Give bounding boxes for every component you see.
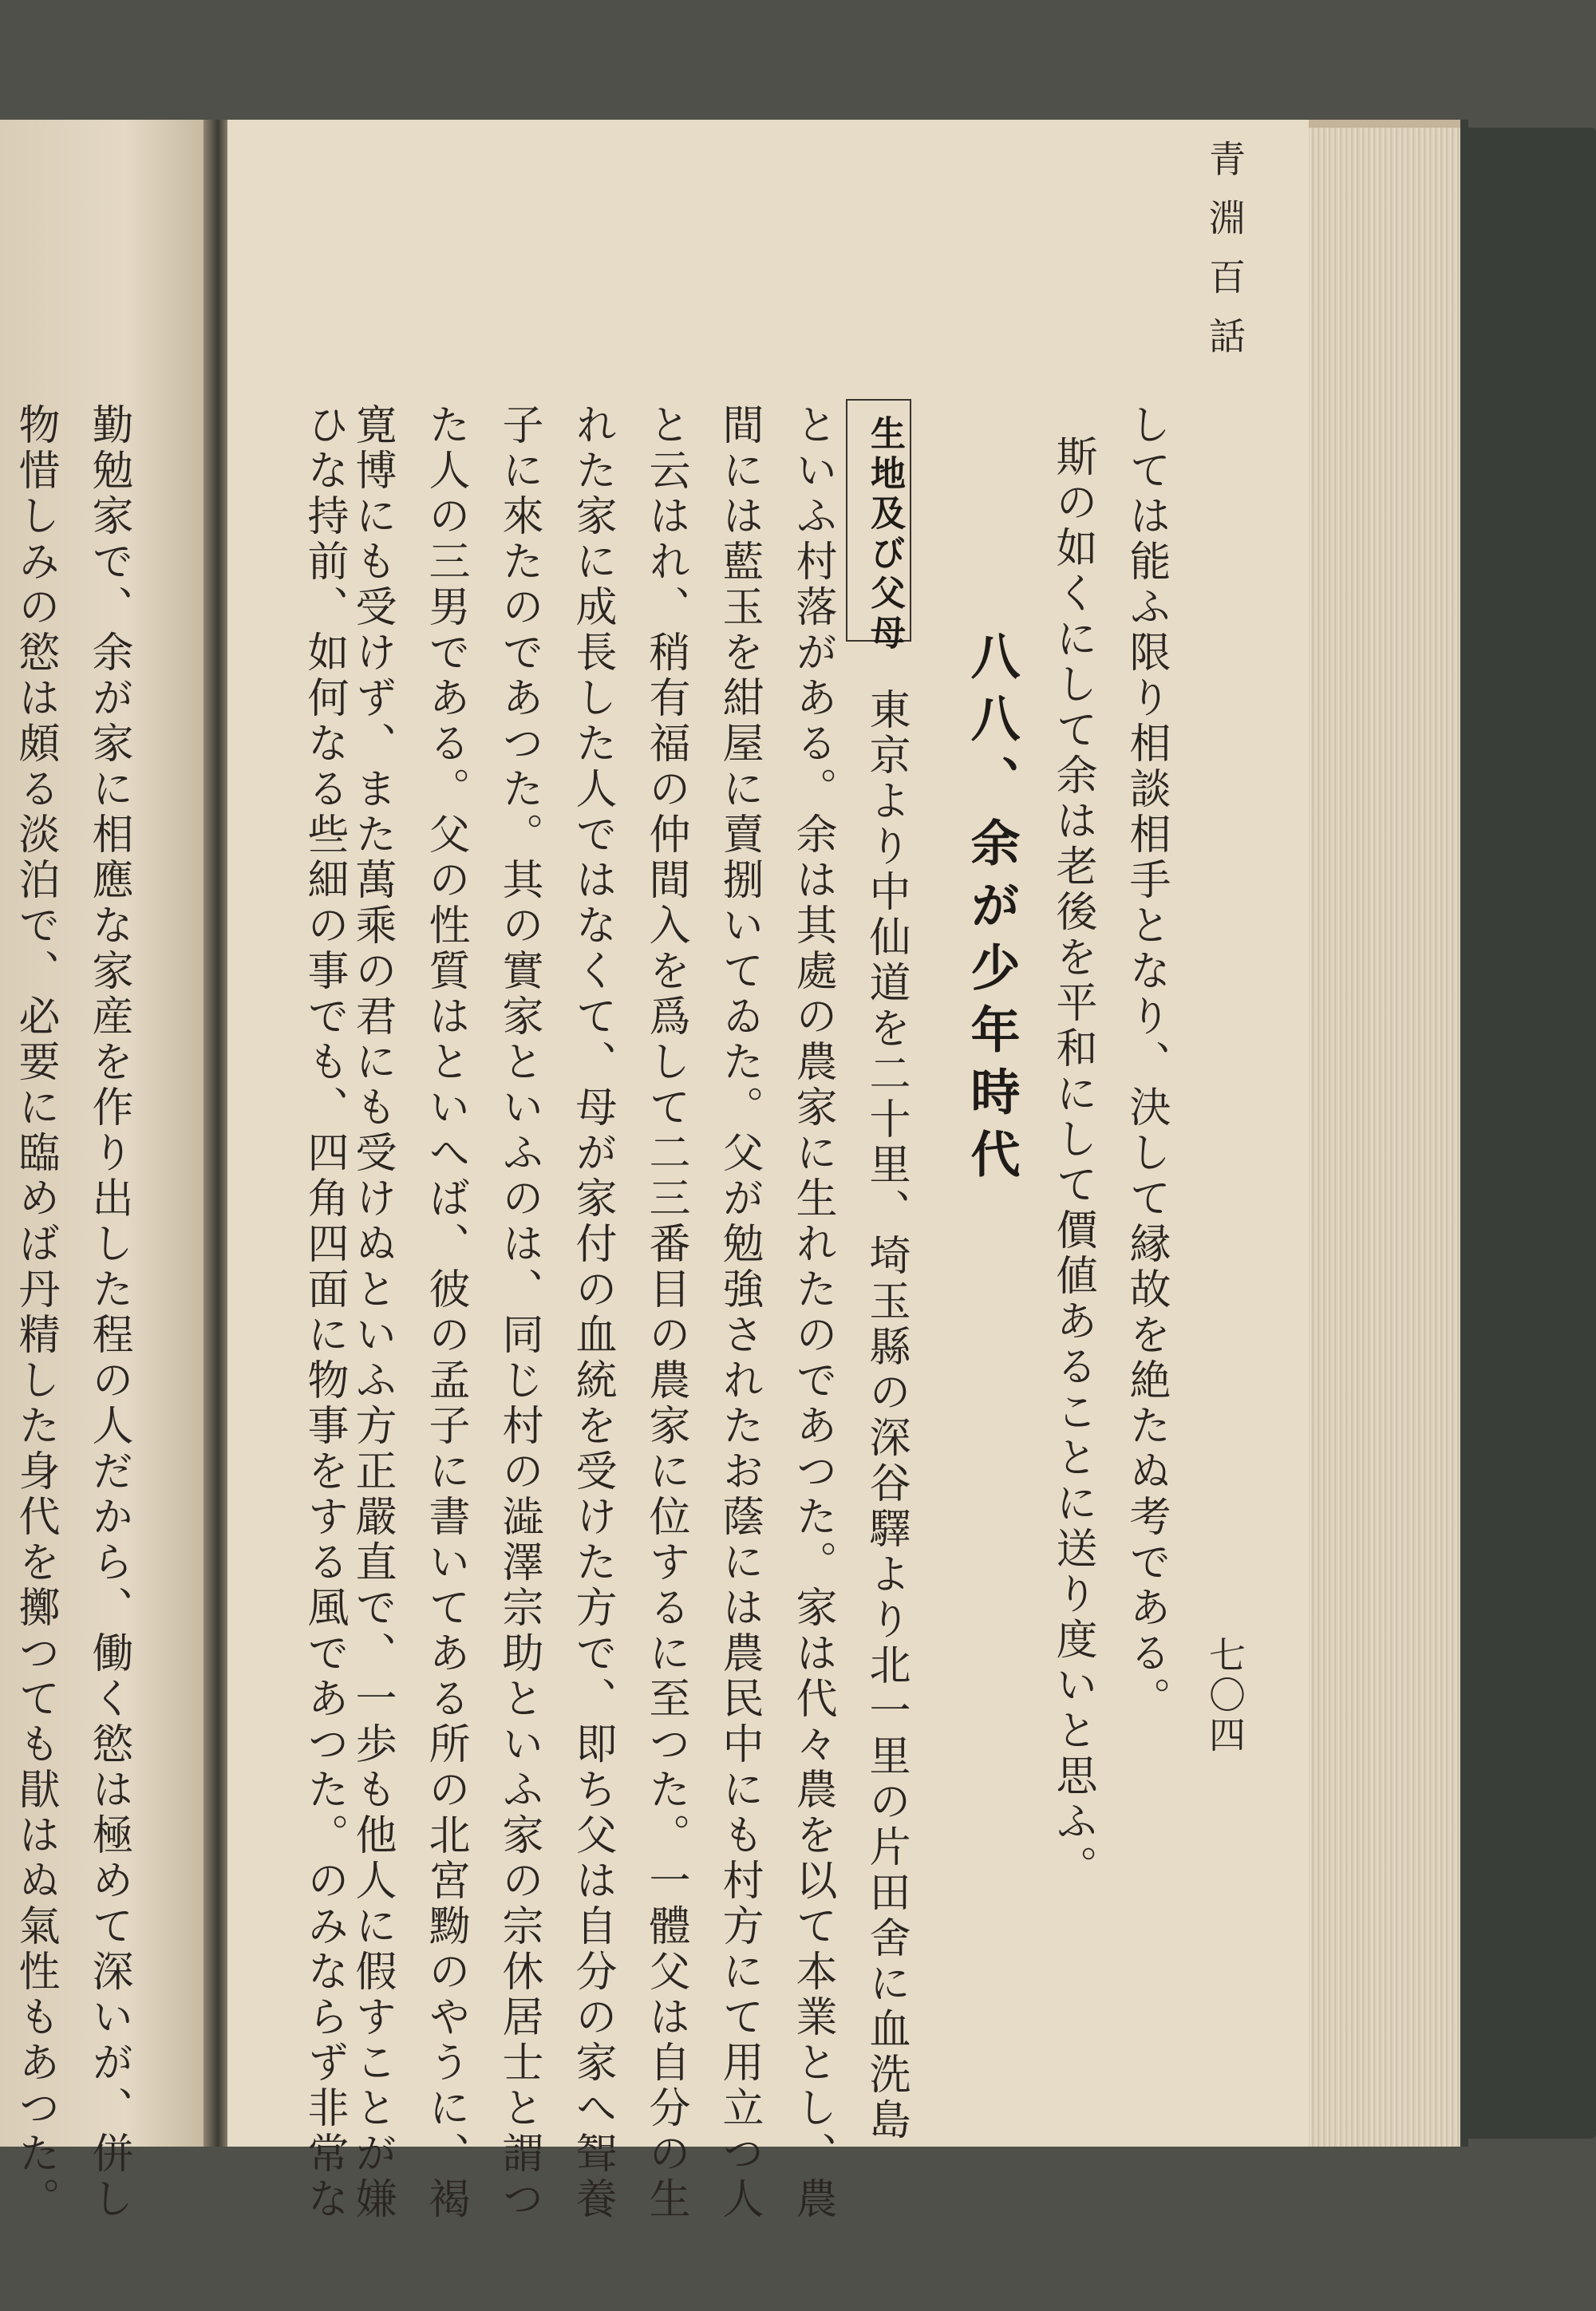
body-line-5: れた家に成長した人ではなくて、母が家付の血統を受けた方で、即ち父は自分の家へ聟養 — [568, 403, 616, 2222]
left-line-2: 物惜しみの慾は頗る淡泊で、必要に臨めば丹精した身代を擲つても猒はぬ氣性もあつた。 — [11, 403, 59, 2222]
chapter-heading: 八八、余が少年時代 — [962, 630, 1021, 1191]
body-line-7: た人の三男である。父の性質はといへば、彼の孟子に書いてある所の北宮黝のやうに、褐 — [421, 403, 469, 2222]
running-title: 青淵百話 — [1203, 140, 1246, 376]
left-line-1: 勤勉家で、余が家に相應な家産を作り出した程の人だから、働く慾は極めて深いが、併し — [85, 403, 132, 2222]
body-line-2: といふ村落がある。余は其處の農家に生れたのであつた。家は代々農を以て本業とし、農 — [788, 403, 836, 2222]
body-line-3: 間には藍玉を紺屋に賣捌いてゐた。父が勉強されたお蔭には農民中にも村方にて用立つ人 — [715, 403, 763, 2222]
section-label: 生地及び父母 — [864, 415, 905, 654]
body-line-4: と云はれ、稍有福の仲間入を爲して二三番目の農家に位するに至つた。一體父は自分の生 — [642, 403, 689, 2222]
section-box — [846, 399, 911, 654]
body-line-1: 東京より中仙道を二十里、埼玉縣の深谷驛より北一里の片田舍に血洗島 — [862, 688, 910, 2143]
page-number: 七〇四 — [1203, 1636, 1246, 1756]
body-line-6: 子に來たのであつた。其の實家といふのは、同じ村の澁澤宗助といふ家の宗休居士と謂つ — [495, 403, 543, 2222]
body-line-9: ひな持前、如何なる些細の事でも、四角四面に物事をする風であつた。のみならず非常な — [300, 403, 348, 2222]
top-line-1: しては能ふ限り相談相手となり、決して縁故を絶たぬ考である。 — [1122, 403, 1170, 1722]
page-edges — [1309, 120, 1468, 2147]
body-line-8: 寛博にも受けず、また萬乘の君にも受けぬといふ方正嚴直で、一歩も他人に假すことが嫌 — [348, 403, 396, 2222]
top-line-2: 斯の如くにして余は老後を平和にして價値あることに送り度いと思ふ。 — [1049, 435, 1096, 1890]
page-edges-top — [1309, 120, 1460, 128]
